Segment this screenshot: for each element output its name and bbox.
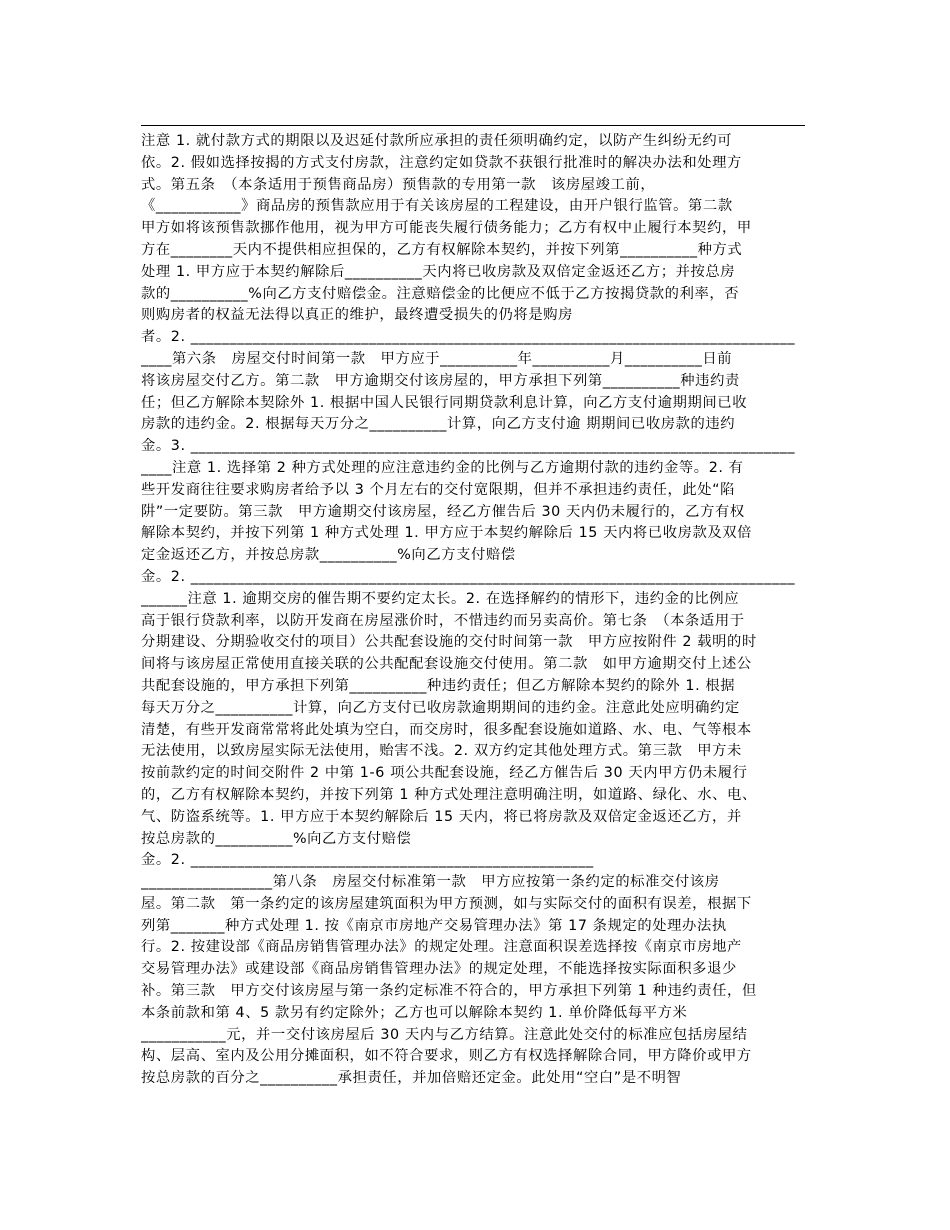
text-line: 则购房者的权益无法得以真正的维护，最终遭受损失的仍将是购房 xyxy=(141,307,574,324)
text-line: 按总房款的__________%向乙方支付赔偿 xyxy=(141,830,412,847)
text-line: ____第六条 房屋交付时间第一款 甲方应于__________年__________月__________日前 xyxy=(141,350,733,367)
text-line: 高于银行贷款利率，以防开发商在房屋涨价时，不惜违约而另卖高价。第七条 （本条适用于 xyxy=(141,612,745,629)
text-line: 《___________》商品房的预售款应用于有关该房屋的工程建设，由开户银行监管。第二款 xyxy=(141,198,733,215)
text-line: 定金返还乙方，并按总房款__________%向乙方支付赔偿 xyxy=(141,547,516,564)
text-line: 的，乙方有权解除本契约，并按下列第 1 种方式处理注意明确注明，如道路、绿化、水、电、 xyxy=(141,786,757,803)
text-line: 金。2. ____________________________________________________ xyxy=(141,852,594,869)
text-line: 金。3. ______________________________________________________________________________ xyxy=(141,438,796,455)
text-line: 按前款约定的时间交附件 2 中第 1-6 项公共配套设施，经乙方催告后 30 天内甲方仍未履行 xyxy=(141,765,748,782)
text-line: 气、防盗系统等。1. 甲方应于本契约解除后 15 天内，将已将房款及双倍定金返还乙方，并 xyxy=(141,808,742,825)
text-line: 款的__________%向乙方支付赔偿金。注意赔偿金的比便应不低于乙方按揭贷款的利率，否 xyxy=(141,285,740,302)
text-line: 依。2. 假如选择按揭的方式支付房款，注意约定如贷款不获银行批准时的解决办法和处理方 xyxy=(141,154,742,171)
text-line: ___________元，并一交付该房屋后 30 天内与乙方结算。注意此处交付的标准应包括房屋结 xyxy=(141,1026,748,1043)
text-line: 每天万分之__________计算，向乙方支付已收房款逾期期间的违约金。注意此处应明确约定 xyxy=(141,699,740,716)
text-line: 些开发商往往要求购房者给予以 3 个月左右的交付宽限期，但并不承担违约责任，此处“陷 xyxy=(141,481,736,498)
text-line: _________________第八条 房屋交付标准第一款 甲方应按第一条约定的标准交付该房 xyxy=(141,874,720,891)
text-line: 者。2. ______________________________________________________________________________ xyxy=(141,329,796,346)
top-divider xyxy=(141,125,805,126)
text-line: 将该房屋交付乙方。第二款 甲方逾期交付该房屋的，甲方承担下列第__________种违约责 xyxy=(141,372,740,389)
text-line: 共配套设施的，甲方承担下列第__________种违约责任；但乙方解除本契约的除外 1. 根据 xyxy=(141,677,736,694)
text-line: 清楚，有些开发商常常将此处填为空白，而交房时，很多配套设施如道路、水、电、气等根本 xyxy=(141,721,752,738)
text-line: 列第_______种方式处理 1. 按《南京市房地产交易管理办法》第 17 条规定的处理办法执 xyxy=(141,917,727,934)
text-line: 式。第五条 （本条适用于预售商品房）预售款的专用第一款 该房屋竣工前， xyxy=(141,176,656,193)
text-line: 无法使用，以致房屋实际无法使用，贻害不浅。2. 双方约定其他处理方式。第三款 甲方未 xyxy=(141,743,742,760)
text-line: 阱”一定要防。第三款 甲方逾期交付该房屋，经乙方催告后 30 天内仍未履行的，乙方有权 xyxy=(141,503,745,520)
text-line: 任；但乙方解除本契除外 1. 根据中国人民银行同期贷款利息计算，向乙方支付逾期期间已收 xyxy=(141,394,748,411)
contract-body-text xyxy=(141,131,805,1090)
text-line: 注意 1. 就付款方式的期限以及迟延付款所应承担的责任须明确约定，以防产生纠纷无约可 xyxy=(141,133,733,149)
text-line: 解除本契约，并按下列第 1 种方式处理 1. 甲方应于本契约解除后 15 天内将已收房款及双倍 xyxy=(141,525,753,542)
text-line: 甲方如将该预售款挪作他用，视为甲方可能丧失履行债务能力；乙方有权中止履行本契约，甲 xyxy=(141,220,752,237)
text-line: 补。第三款 甲方交付该房屋与第一条约定标准不符合的，甲方承担下列第 1 种违约责任，但 xyxy=(141,983,757,1000)
text-line: 行。2. 按建设部《商品房销售管理办法》的规定处理。注意面积误差选择按《南京市房地产 xyxy=(141,939,742,956)
text-line: 交易管理办法》或建设部《商品房销售管理办法》的规定处理，不能选择按实际面积多退少 xyxy=(141,961,737,978)
text-line: 本条前款和第 4、5 款另有约定除外；乙方也可以解除本契约 1. 单价降低每平方米 xyxy=(141,1004,688,1021)
text-line: 金。2. ______________________________________________________________________________ xyxy=(141,568,796,585)
text-line: ____注意 1. 选择第 2 种方式处理的应注意违约金的比例与乙方逾期付款的违约金等。2. 有 xyxy=(141,459,744,476)
text-line: 构、层高、室内及公用分摊面积，如不符合要求，则乙方有权选择解除合同，甲方降价或甲方 xyxy=(141,1048,752,1065)
text-line: 方在________天内不提供相应担保的，乙方有权解除本契约，并按下列第__________种方式 xyxy=(141,241,743,258)
text-line: 屋。第二款 第一条约定的该房屋建筑面积为甲方预测，如与实际交付的面积有误差，根据下 xyxy=(141,895,752,912)
text-line: 按总房款的百分之__________承担责任，并加倍赔还定金。此处用“空白”是不明智 xyxy=(141,1070,682,1087)
text-line: ______注意 1. 逾期交房的催告期不要约定太长。2. 在选择解约的情形下，违约金的比例应 xyxy=(141,590,740,607)
text-line: 间将与该房屋正常使用直接关联的公共配配套设施交付使用。第二款 如甲方逾期交付上述公 xyxy=(141,656,752,673)
text-line: 处理 1. 甲方应于本契约解除后__________天内将已收房款及双倍定金返还乙方；并按总房 xyxy=(141,263,736,280)
text-line: 分期建设、分期验收交付的项目）公共配套设施的交付时间第一款 甲方应按附件 2 载明的时 xyxy=(141,634,757,651)
text-line: 房款的违约金。2. 根据每天万分之__________计算，向乙方支付逾 期期间已收房款的违约 xyxy=(141,416,736,433)
